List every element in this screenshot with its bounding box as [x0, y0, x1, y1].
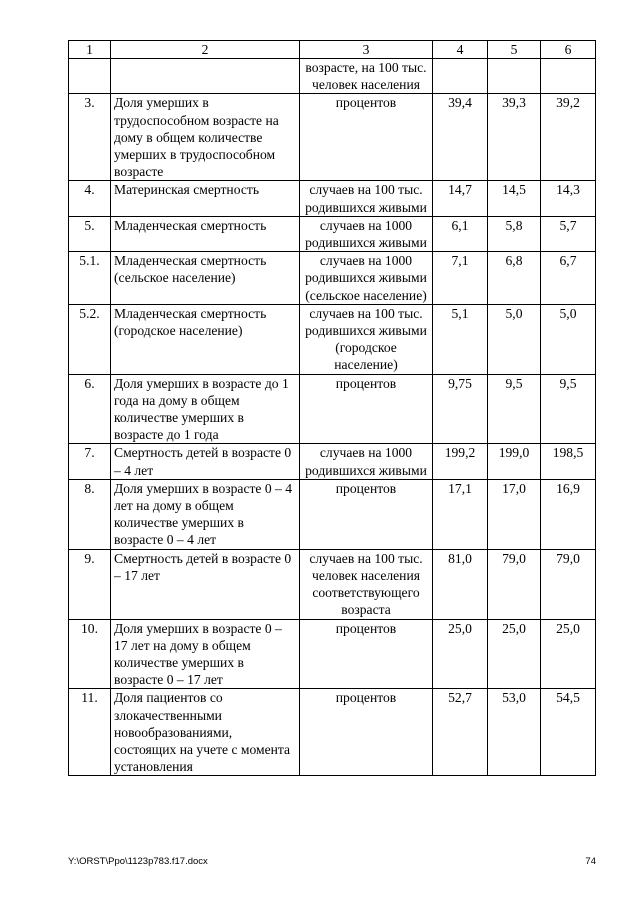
- col-header-5: 5: [488, 41, 541, 59]
- row-number: 3.: [69, 94, 111, 181]
- indicator-name: Младенческая смертность: [111, 216, 300, 251]
- indicator-name: Младенческая смертность (сельское население): [111, 252, 300, 305]
- value-col-4: 5,1: [433, 304, 488, 374]
- value-col-6: 54,5: [541, 689, 596, 776]
- row-number: 5.2.: [69, 304, 111, 374]
- row-number: 9.: [69, 549, 111, 619]
- row-number: 5.1.: [69, 252, 111, 305]
- value-col-6: 9,5: [541, 374, 596, 444]
- value-col-6: 5,0: [541, 304, 596, 374]
- col-header-6: 6: [541, 41, 596, 59]
- unit-of-measure: случаев на 100 тыс. родившихся живыми (городское население): [300, 304, 433, 374]
- indicator-name: Младенческая смертность (городское население): [111, 304, 300, 374]
- unit-of-measure: процентов: [300, 94, 433, 181]
- row-number: 6.: [69, 374, 111, 444]
- value-col-4: 25,0: [433, 619, 488, 689]
- indicator-name: Смертность детей в возрасте 0 – 4 лет: [111, 444, 300, 479]
- unit-of-measure: возрасте, на 100 тыс. человек населения: [300, 59, 433, 94]
- value-col-4: 14,7: [433, 181, 488, 216]
- value-col-4: 9,75: [433, 374, 488, 444]
- unit-of-measure: процентов: [300, 479, 433, 549]
- table-row: [69, 479, 596, 549]
- indicator-name: Материнская смертность: [111, 181, 300, 216]
- unit-of-measure: случаев на 1000 родившихся живыми (сельское население): [300, 252, 433, 305]
- value-col-5: 17,0: [488, 479, 541, 549]
- value-col-6: 14,3: [541, 181, 596, 216]
- value-col-6: 6,7: [541, 252, 596, 305]
- value-col-6: [541, 59, 596, 94]
- table-row: [69, 94, 596, 181]
- value-col-6: 16,9: [541, 479, 596, 549]
- value-col-5: 5,8: [488, 216, 541, 251]
- value-col-5: 25,0: [488, 619, 541, 689]
- value-col-5: [488, 59, 541, 94]
- unit-of-measure: процентов: [300, 689, 433, 776]
- table-row: [69, 619, 596, 689]
- row-number: 8.: [69, 479, 111, 549]
- col-header-3: 3: [300, 41, 433, 59]
- unit-of-measure: процентов: [300, 374, 433, 444]
- unit-of-measure: случаев на 100 тыс. человек населения соответствующего возраста: [300, 549, 433, 619]
- table-body: [69, 59, 596, 776]
- col-header-1: 1: [69, 41, 111, 59]
- indicator-name: Доля пациентов со злокачественными новообразованиями, состоящих на учете с момента установления: [111, 689, 300, 776]
- value-col-6: 25,0: [541, 619, 596, 689]
- value-col-4: 52,7: [433, 689, 488, 776]
- table-row: [69, 252, 596, 305]
- indicator-name: Смертность детей в возрасте 0 – 17 лет: [111, 549, 300, 619]
- indicator-name: Доля умерших в возрасте 0 – 4 лет на дому в общем количестве умерших в возрасте 0 – 4 лет: [111, 479, 300, 549]
- row-number: [69, 59, 111, 94]
- indicators-table: [68, 40, 596, 776]
- value-col-6: 198,5: [541, 444, 596, 479]
- table-row: [69, 59, 596, 94]
- table-row: [69, 181, 596, 216]
- col-header-4: 4: [433, 41, 488, 59]
- unit-of-measure: случаев на 100 тыс. родившихся живыми: [300, 181, 433, 216]
- row-number: 11.: [69, 689, 111, 776]
- row-number: 5.: [69, 216, 111, 251]
- value-col-5: 199,0: [488, 444, 541, 479]
- table-row: [69, 689, 596, 776]
- value-col-5: 5,0: [488, 304, 541, 374]
- table-row: [69, 374, 596, 444]
- row-number: 10.: [69, 619, 111, 689]
- value-col-4: [433, 59, 488, 94]
- table-row: [69, 304, 596, 374]
- value-col-4: 81,0: [433, 549, 488, 619]
- indicator-name: [111, 59, 300, 94]
- value-col-6: 79,0: [541, 549, 596, 619]
- footer-file-path: Y:\ORST\Ppo\1123p783.f17.docx: [68, 856, 208, 867]
- indicator-name: Доля умерших в возрасте до 1 года на дому в общем количестве умерших в возрасте до 1 года: [111, 374, 300, 444]
- value-col-4: 6,1: [433, 216, 488, 251]
- value-col-5: 39,3: [488, 94, 541, 181]
- header-row: [69, 41, 596, 59]
- page-number: 74: [585, 856, 596, 867]
- unit-of-measure: случаев на 1000 родившихся живыми: [300, 216, 433, 251]
- indicator-name: Доля умерших в возрасте 0 – 17 лет на дому в общем количестве умерших в возрасте 0 – 17 лет: [111, 619, 300, 689]
- value-col-4: 17,1: [433, 479, 488, 549]
- row-number: 7.: [69, 444, 111, 479]
- col-header-2: 2: [111, 41, 300, 59]
- row-number: 4.: [69, 181, 111, 216]
- value-col-4: 199,2: [433, 444, 488, 479]
- unit-of-measure: процентов: [300, 619, 433, 689]
- table-row: [69, 549, 596, 619]
- value-col-4: 7,1: [433, 252, 488, 305]
- value-col-5: 53,0: [488, 689, 541, 776]
- value-col-5: 14,5: [488, 181, 541, 216]
- value-col-5: 6,8: [488, 252, 541, 305]
- value-col-6: 39,2: [541, 94, 596, 181]
- value-col-5: 79,0: [488, 549, 541, 619]
- unit-of-measure: случаев на 1000 родившихся живыми: [300, 444, 433, 479]
- value-col-4: 39,4: [433, 94, 488, 181]
- value-col-6: 5,7: [541, 216, 596, 251]
- value-col-5: 9,5: [488, 374, 541, 444]
- table-row: [69, 444, 596, 479]
- table-row: [69, 216, 596, 251]
- indicator-name: Доля умерших в трудоспособном возрасте на дому в общем количестве умерших в трудоспособном возрасте: [111, 94, 300, 181]
